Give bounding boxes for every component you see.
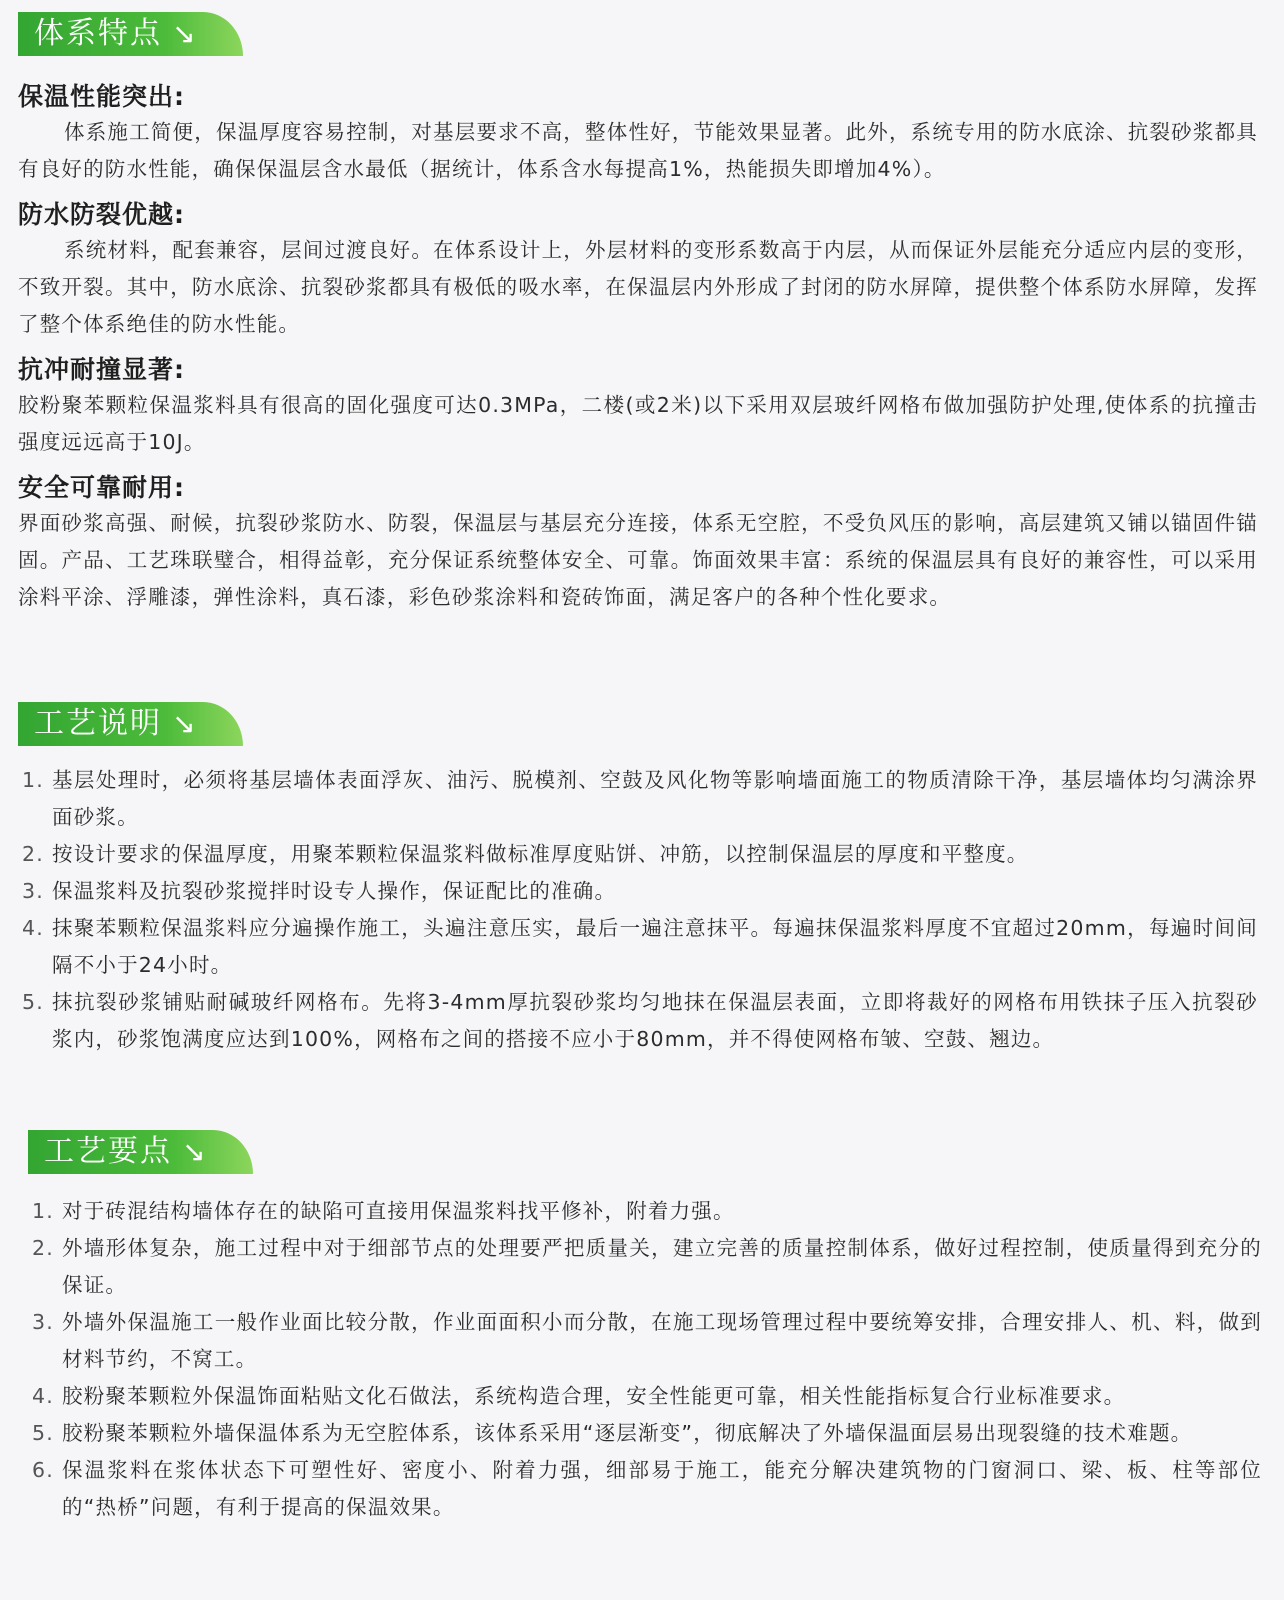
feature-heading: 防水防裂优越: (18, 200, 185, 229)
section-title: 工艺说明 (34, 706, 162, 741)
feature-item (18, 471, 1258, 616)
list-text: 保温浆料及抗裂砂浆搅拌时设专人操作，保证配比的准确。 (52, 879, 617, 903)
keypoints-block (28, 1193, 1262, 1526)
feature-item (18, 198, 1258, 343)
list-text: 胶粉聚苯颗粒外保温饰面粘贴文化石做法，系统构造合理，安全性能更可靠，相关性能指标复合行业标准要求。 (62, 1384, 1126, 1408)
section-header-features (18, 12, 243, 56)
feature-text: 界面砂浆高强、耐候，抗裂砂浆防水、防裂，保温层与基层充分连接，体系无空腔，不受负风压的影响，高层建筑又铺以锚固件锚固。产品、工艺珠联璧合，相得益彰，充分保证系统整体安全、可靠。饰面效果丰富：系统的保温层具有良好的兼容性，可以采用涂料平涂、浮雕漆，弹性涂料，真石漆，彩色砂浆涂料和瓷砖饰面，满足客户的各种个性化要求。 (18, 511, 1258, 609)
arrow-down-right-icon: ↘ (172, 17, 198, 50)
list-text: 抹抗裂砂浆铺贴耐碱玻纤网格布。先将3-4mm厚抗裂砂浆均匀地抹在保温层表面，立即将裁好的网格布用铁抹子压入抗裂砂浆内，砂浆饱满度应达到100%，网格布之间的搭接不应小于80mm，并不得使网格布皱、空鼓、翘边。 (52, 990, 1258, 1051)
keypoints-list (28, 1193, 1262, 1526)
list-text: 保温浆料在浆体状态下可塑性好、密度小、附着力强，细部易于施工，能充分解决建筑物的门窗洞口、梁、板、柱等部位的“热桥”问题，有利于提高的保温效果。 (62, 1458, 1262, 1519)
list-number: 5. (32, 1421, 54, 1445)
feature-text: 系统材料，配套兼容，层间过渡良好。在体系设计上，外层材料的变形系数高于内层，从而保证外层能充分适应内层的变形，不致开裂。其中，防水底涂、抗裂砂浆都具有极低的吸水率，在保温层内外形成了封闭的防水屏障，提供整个体系防水屏障，发挥了整个体系绝佳的防水性能。 (18, 238, 1258, 336)
list-number: 5. (22, 990, 44, 1014)
list-text: 外墙形体复杂，施工过程中对于细部节点的处理要严把质量关，建立完善的质量控制体系，做好过程控制，使质量得到充分的保证。 (62, 1236, 1262, 1297)
list-number: 3. (32, 1310, 54, 1334)
list-item (18, 984, 1258, 1058)
list-item (28, 1304, 1262, 1378)
list-number: 3. (22, 879, 44, 903)
section-title: 体系特点 (34, 16, 162, 51)
section-title: 工艺要点 (44, 1134, 172, 1169)
list-text: 抹聚苯颗粒保温浆料应分遍操作施工，头遍注意压实，最后一遍注意抹平。每遍抹保温浆料厚度不宜超过20mm，每遍时间间隔不小于24小时。 (52, 916, 1258, 977)
process-list (18, 762, 1258, 1058)
list-number: 1. (22, 768, 44, 792)
feature-item (18, 80, 1258, 188)
list-item (18, 836, 1258, 873)
list-item (28, 1378, 1262, 1415)
list-text: 外墙外保温施工一般作业面比较分散，作业面面积小而分散，在施工现场管理过程中要统筹安排，合理安排人、机、料，做到材料节约，不窝工。 (62, 1310, 1262, 1371)
list-item (18, 762, 1258, 836)
list-item (18, 873, 1258, 910)
list-number: 4. (22, 916, 44, 940)
feature-heading: 保温性能突出: (18, 82, 185, 111)
arrow-down-right-icon: ↘ (182, 1135, 208, 1168)
feature-text: 胶粉聚苯颗粒保温浆料具有很高的固化强度可达0.3MPa，二楼(或2米)以下采用双层玻纤网格布做加强防护处理,使体系的抗撞击强度远远高于10J。 (18, 393, 1258, 454)
list-number: 2. (32, 1236, 54, 1260)
section-header-keypoints (28, 1130, 253, 1174)
list-number: 1. (32, 1199, 54, 1223)
feature-item (18, 353, 1258, 461)
list-text: 基层处理时，必须将基层墙体表面浮灰、油污、脱模剂、空鼓及风化物等影响墙面施工的物质清除干净，基层墙体均匀满涂界面砂浆。 (52, 768, 1258, 829)
features-block (18, 80, 1258, 616)
list-item (18, 910, 1258, 984)
process-block (18, 762, 1258, 1058)
arrow-down-right-icon: ↘ (172, 707, 198, 740)
list-item (28, 1415, 1262, 1452)
feature-text: 体系施工简便，保温厚度容易控制，对基层要求不高，整体性好，节能效果显著。此外，系统专用的防水底涂、抗裂砂浆都具有良好的防水性能，确保保温层含水最低（据统计，体系含水每提高1%，热能损失即增加4%）。 (18, 120, 1258, 181)
feature-heading: 抗冲耐撞显著: (18, 355, 185, 384)
list-number: 4. (32, 1384, 54, 1408)
feature-heading: 安全可靠耐用: (18, 473, 185, 502)
list-text: 胶粉聚苯颗粒外墙保温体系为无空腔体系，该体系采用“逐层渐变”，彻底解决了外墙保温面层易出现裂缝的技术难题。 (62, 1421, 1193, 1445)
list-number: 2. (22, 842, 44, 866)
list-item (28, 1230, 1262, 1304)
list-item (28, 1193, 1262, 1230)
section-header-process (18, 702, 243, 746)
list-number: 6. (32, 1458, 54, 1482)
list-text: 按设计要求的保温厚度，用聚苯颗粒保温浆料做标准厚度贴饼、冲筋，以控制保温层的厚度和平整度。 (52, 842, 1029, 866)
list-item (28, 1452, 1262, 1526)
list-text: 对于砖混结构墙体存在的缺陷可直接用保温浆料找平修补，附着力强。 (62, 1199, 735, 1223)
